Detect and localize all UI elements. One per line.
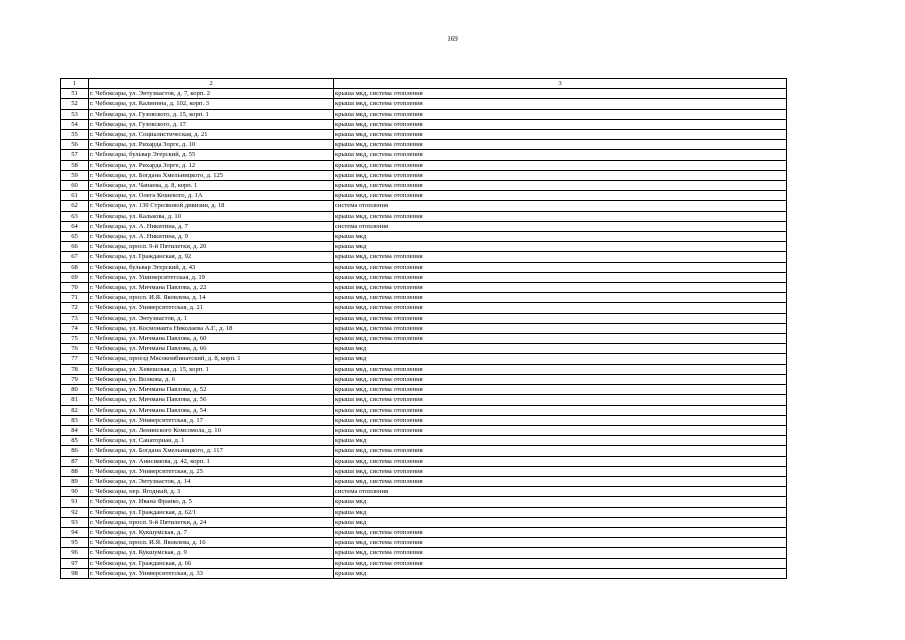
row-address: г. Чебоксары, ул. Университетская, д. 25 [89,466,334,476]
column-header-number: 1 [61,79,89,89]
row-address: г. Чебоксары, ул. Гузовского, д. 17 [89,119,334,129]
table-row [61,130,787,140]
row-work-type: система отопления [334,201,787,211]
table-body [61,79,787,579]
row-address: г. Чебоксары, просп. И.Я. Яковлева, д. 14 [89,293,334,303]
row-address: г. Чебоксары, ул. Университетская, д. 17 [89,415,334,425]
row-address: г. Чебоксары, ул. Калинина, д. 102, корп. 3 [89,99,334,109]
row-address: г. Чебоксары, ул. Мичмана Павлова, д. 66 [89,344,334,354]
row-work-type: крыша мкд, система отопления [334,252,787,262]
row-number: 63 [61,211,89,221]
row-work-type: крыша мкд, система отопления [334,364,787,374]
row-number: 96 [61,548,89,558]
row-work-type: крыша мкд, система отопления [334,548,787,558]
row-address: г. Чебоксары, ул. Космонавта Николаева А.Г., д. 18 [89,323,334,333]
row-number: 61 [61,191,89,201]
row-work-type: крыша мкд, система отопления [334,446,787,456]
row-address: г. Чебоксары, ул. Волкова, д. 6 [89,374,334,384]
row-address: г. Чебоксары, ул. Богдана Хмельницкого, д. 117 [89,446,334,456]
row-work-type: крыша мкд [334,232,787,242]
row-address: г. Чебоксары, пер. Ягодный, д. 3 [89,487,334,497]
table-row [61,344,787,354]
row-work-type: крыша мкд, система отопления [334,374,787,384]
row-address: г. Чебоксары, ул. Олега Кошевого, д. 1А [89,191,334,201]
row-address: г. Чебоксары, ул. Богдана Хмельницкого, д. 125 [89,170,334,180]
row-address: г. Чебоксары, просп. И.Я. Яковлева, д. 16 [89,538,334,548]
row-address: г. Чебоксары, проезд Мясокомбинатский, д. 8, корп. 1 [89,354,334,364]
row-address: г. Чебоксары, бульвар Эгерский, д. 55 [89,150,334,160]
table-row [61,374,787,384]
row-number: 82 [61,405,89,415]
table-row [61,364,787,374]
row-number: 71 [61,293,89,303]
table-row [61,507,787,517]
row-work-type: крыша мкд, система отопления [334,119,787,129]
row-number: 84 [61,425,89,435]
row-number: 59 [61,170,89,180]
row-work-type: крыша мкд, система отопления [334,476,787,486]
table-row [61,548,787,558]
table-row [61,119,787,129]
table-row [61,150,787,160]
row-work-type: крыша мкд, система отопления [334,89,787,99]
row-work-type: крыша мкд, система отопления [334,538,787,548]
row-address: г. Чебоксары, бульвар Эгерский, д. 43 [89,262,334,272]
table-row [61,334,787,344]
row-address: г. Чебоксары, ул. Университетская, д. 21 [89,303,334,313]
table-row [61,89,787,99]
row-number: 55 [61,130,89,140]
table-row [61,487,787,497]
row-number: 91 [61,497,89,507]
table-row [61,538,787,548]
table-header-row [61,79,787,89]
table-row [61,395,787,405]
row-work-type: крыша мкд, система отопления [334,99,787,109]
row-number: 64 [61,221,89,231]
row-number: 79 [61,374,89,384]
row-number: 92 [61,507,89,517]
table-row [61,232,787,242]
row-address: г. Чебоксары, ул. Мичмана Павлова, д. 22 [89,283,334,293]
row-address: г. Чебоксары, ул. Мичмана Павлова, д. 54 [89,405,334,415]
row-work-type: крыша мкд, система отопления [334,130,787,140]
row-work-type: крыша мкд, система отопления [334,558,787,568]
row-number: 74 [61,323,89,333]
row-number: 98 [61,568,89,578]
row-work-type: крыша мкд, система отопления [334,405,787,415]
row-number: 67 [61,252,89,262]
row-work-type: крыша мкд, система отопления [334,181,787,191]
row-number: 60 [61,181,89,191]
row-number: 77 [61,354,89,364]
row-number: 51 [61,89,89,99]
column-header-address: 2 [89,79,334,89]
row-work-type: крыша мкд [334,436,787,446]
row-work-type: крыша мкд, система отопления [334,425,787,435]
row-address: г. Чебоксары, ул. 139 Стрелковой дивизии, д. 18 [89,201,334,211]
row-address: г. Чебоксары, ул. Ушинерситетская, д. 19 [89,272,334,282]
row-number: 83 [61,415,89,425]
page-number: 169 [447,35,458,43]
table-row [61,170,787,180]
table-row [61,323,787,333]
row-number: 65 [61,232,89,242]
row-work-type: крыша мкд, система отопления [334,140,787,150]
table-row [61,160,787,170]
row-address: г. Чебоксары, ул. Рихарда Зорге, д. 10 [89,140,334,150]
row-number: 78 [61,364,89,374]
row-address: г. Чебоксары, ул. Университетская, д. 33 [89,568,334,578]
row-address: г. Чебоксары, просп. 9-й Пятилетки, д. 20 [89,242,334,252]
row-address: г. Чебоксары, ул. Гузовского, д. 15, корп. 1 [89,109,334,119]
row-number: 80 [61,385,89,395]
row-address: г. Чебоксары, ул. Ивана Франко, д. 5 [89,497,334,507]
row-address: г. Чебоксары, ул. Энтузиастов, д. 1 [89,313,334,323]
row-work-type: крыша мкд, система отопления [334,272,787,282]
row-address: г. Чебоксары, ул. Энтузиастов, д. 14 [89,476,334,486]
row-number: 53 [61,109,89,119]
row-work-type: крыша мкд, система отопления [334,211,787,221]
row-number: 89 [61,476,89,486]
row-number: 95 [61,538,89,548]
row-address: г. Чебоксары, просп. 9-й Пятилетки, д. 24 [89,517,334,527]
row-address: г. Чебоксары, ул. Социалистическая, д. 21 [89,130,334,140]
table-row [61,303,787,313]
row-address: г. Чебоксары, ул. Санаторная, д. 1 [89,436,334,446]
row-number: 97 [61,558,89,568]
row-number: 90 [61,487,89,497]
row-number: 93 [61,517,89,527]
row-address: г. Чебоксары, ул. Гражданская, д. 62/1 [89,507,334,517]
row-number: 52 [61,99,89,109]
row-address: г. Чебоксары, ул. А. Никитина, д. 7 [89,221,334,231]
row-work-type: крыша мкд, система отопления [334,283,787,293]
row-work-type: крыша мкд [334,242,787,252]
row-work-type: система отопления [334,221,787,231]
row-address: г. Чебоксары, ул. Мичмана Павлова, д. 56 [89,395,334,405]
table-row [61,415,787,425]
column-header-work: 3 [334,79,787,89]
table-row [61,181,787,191]
table-row [61,456,787,466]
row-address: г. Чебоксары, ул. Анисимова, д. 42, корп. 1 [89,456,334,466]
table-row [61,201,787,211]
row-work-type: крыша мкд, система отопления [334,466,787,476]
row-number: 62 [61,201,89,211]
row-work-type: система отопления [334,487,787,497]
table-row [61,140,787,150]
table-row [61,466,787,476]
row-address: г. Чебоксары, ул. Мичмана Павлова, д. 60 [89,334,334,344]
table-row [61,436,787,446]
table-row [61,354,787,364]
row-work-type: крыша мкд, система отопления [334,191,787,201]
row-work-type: крыша мкд [334,497,787,507]
row-work-type: крыша мкд, система отопления [334,109,787,119]
row-number: 94 [61,527,89,537]
row-number: 87 [61,456,89,466]
table-row [61,558,787,568]
row-number: 88 [61,466,89,476]
row-work-type: крыша мкд, система отопления [334,334,787,344]
row-work-type: крыша мкд, система отопления [334,262,787,272]
table-row [61,191,787,201]
row-address: г. Чебоксары, ул. Калькова, д. 10 [89,211,334,221]
table-row [61,405,787,415]
row-work-type: крыша мкд, система отопления [334,150,787,160]
table-row [61,313,787,323]
row-number: 72 [61,303,89,313]
table-row [61,385,787,395]
row-work-type: крыша мкд, система отопления [334,415,787,425]
row-work-type: крыша мкд [334,344,787,354]
table-row [61,517,787,527]
table-row [61,211,787,221]
row-address: г. Чебоксары, ул. А. Никитина, д. 9 [89,232,334,242]
row-address: г. Чебоксары, ул. Энтузиастов, д. 7, корп. 2 [89,89,334,99]
table-row [61,497,787,507]
row-number: 66 [61,242,89,252]
row-work-type: крыша мкд [334,568,787,578]
row-work-type: крыша мкд, система отопления [334,385,787,395]
row-work-type: крыша мкд, система отопления [334,293,787,303]
row-work-type: крыша мкд, система отопления [334,170,787,180]
table-row [61,262,787,272]
row-number: 69 [61,272,89,282]
row-number: 57 [61,150,89,160]
row-address: г. Чебоксары, ул. Ленинского Комсомола, д. 10 [89,425,334,435]
row-number: 85 [61,436,89,446]
row-work-type: крыша мкд [334,517,787,527]
table-row [61,293,787,303]
row-address: г. Чебоксары, ул. Хевешская, д. 15, корп. 1 [89,364,334,374]
table-row [61,425,787,435]
row-address: г. Чебоксары, ул. Кукшумская, д. 9 [89,548,334,558]
table-row [61,221,787,231]
row-address: г. Чебоксары, ул. Гражданская, д. 92 [89,252,334,262]
table-row [61,476,787,486]
row-number: 76 [61,344,89,354]
row-work-type: крыша мкд, система отопления [334,456,787,466]
row-number: 70 [61,283,89,293]
row-number: 86 [61,446,89,456]
row-number: 73 [61,313,89,323]
table-row [61,527,787,537]
row-work-type: крыша мкд [334,507,787,517]
table-row [61,283,787,293]
table-row [61,252,787,262]
row-number: 75 [61,334,89,344]
row-work-type: крыша мкд, система отопления [334,323,787,333]
row-work-type: крыша мкд, система отопления [334,313,787,323]
row-work-type: крыша мкд [334,354,787,364]
table-row [61,568,787,578]
table-row [61,272,787,282]
row-number: 68 [61,262,89,272]
table-row [61,99,787,109]
row-number: 81 [61,395,89,405]
row-address: г. Чебоксары, ул. Мичмана Павлова, д. 52 [89,385,334,395]
address-table [60,78,787,579]
table-row [61,446,787,456]
row-work-type: крыша мкд, система отопления [334,160,787,170]
table-row [61,242,787,252]
row-work-type: крыша мкд, система отопления [334,303,787,313]
row-address: г. Чебоксары, ул. Гражданская, д. 66 [89,558,334,568]
row-address: г. Чебоксары, ул. Чапаева, д. 8, корп. 1 [89,181,334,191]
row-number: 56 [61,140,89,150]
row-address: г. Чебоксары, ул. Кукшумская, д. 7 [89,527,334,537]
row-work-type: крыша мкд, система отопления [334,527,787,537]
row-number: 58 [61,160,89,170]
row-address: г. Чебоксары, ул. Рихарда Зорге, д. 12 [89,160,334,170]
row-work-type: крыша мкд, система отопления [334,395,787,405]
row-number: 54 [61,119,89,129]
table-row [61,109,787,119]
